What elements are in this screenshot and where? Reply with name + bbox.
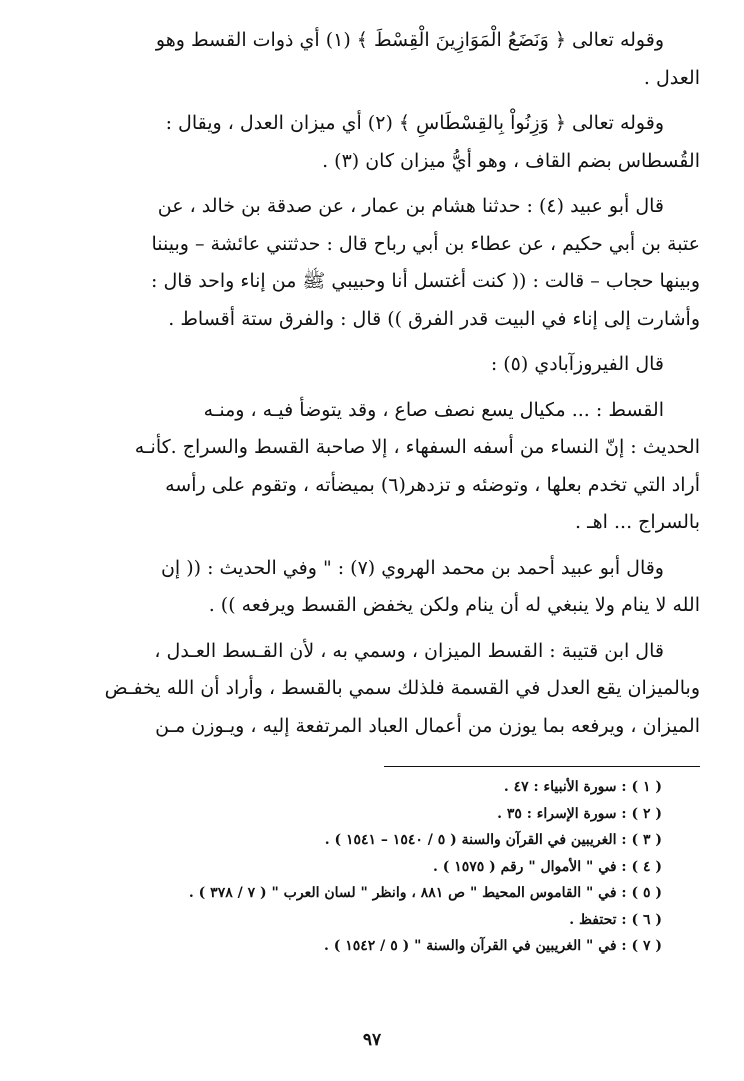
paragraph — [60, 633, 700, 746]
footnote: ( ٣ ) : الغريبين في القرآن والسنة ( ٥ / ١٥٤٠ – ١٥٤١ ) . — [324, 832, 662, 848]
footnote: ( ٧ ) : في " الغريبين في القرآن والسنة " ( ٥ / ١٥٤٢ ) . — [323, 938, 662, 954]
paragraph — [60, 22, 700, 97]
text-line: وأشارت إلى إناء في البيت قدر الفرق )) قال : والفرق ستة أقساط . — [168, 307, 700, 330]
text-line: الله لا ينام ولا ينبغي له أن ينام ولكن يخفض القسط ويرفعه )) . — [208, 594, 700, 616]
text-line: عتبة بن أبي حكيم ، عن عطاء بن أبي رباح قال : حدثتني عائشة – وبيننا — [151, 232, 700, 255]
text-line: أراد التي تخدم بعلها ، وتوضئه و تزدهر(٦) بميضأته ، وتقوم على رأسه — [165, 473, 700, 496]
paragraph — [60, 392, 700, 542]
text-line: قال أبو عبيد (٤) : حدثنا هشام بن عمار ، عن صدقة بن خالد ، عن — [157, 195, 664, 217]
page-number: ٩٧ — [362, 1030, 382, 1050]
text-line: القُسطاس بضم القاف ، وهو أيُّ ميزان كان (٣) . — [322, 149, 700, 172]
footnote: ( ٤ ) : في " الأموال " رقم ( ١٥٧٥ ) . — [432, 858, 662, 875]
footnote: ( ١ ) : سورة الأنبياء : ٤٧ . — [503, 779, 662, 795]
footnotes — [188, 774, 662, 960]
footnote: ( ٥ ) : في " القاموس المحيط " ص ٨٨١ ، وانظر " لسان العرب " ( ٧ / ٣٧٨ ) . — [188, 885, 662, 901]
text-line: وبالميزان يقع العدل في القسمة فلذلك سمي بالقسط ، وأراد أن الله يخفـض — [104, 677, 700, 699]
text-line: القسط : ... مكيال يسع نصف صاع ، وقد يتوضأ فيـه ، ومنـه — [203, 398, 664, 421]
text-line: وقال أبو عبيد أحمد بن محمد الهروي (٧) : " وفي الحديث : (( إن — [160, 556, 664, 579]
text-line: العدل . — [643, 66, 700, 89]
text-line: وقوله تعالى ﴿ وَزِنُواْ بِالقِسْطَاسِ ﴾ (٢) أي ميزان العدل ، ويقال : — [165, 112, 664, 134]
text-line: الحديث : إنّ النساء من أسفه السفهاء ، إلا صاحبة القسط والسراج .كأنـه — [134, 436, 700, 458]
paragraph — [60, 105, 700, 180]
paragraph — [60, 188, 700, 338]
main-text — [60, 22, 700, 753]
text-line: قال الفيروزآبادي (٥) : — [490, 353, 664, 375]
text-line: وقوله تعالى ﴿ وَنَضَعُ الْمَوَازِينَ الْقِسْطَ ﴾ (١) أي ذوات القسط وهو — [155, 29, 664, 51]
text-line: قال ابن قتيبة : القسط الميزان ، وسمي به ، لأن القـسط العـدل ، — [154, 639, 664, 662]
footnote: ( ٢ ) : سورة الإسراء : ٣٥ . — [497, 805, 662, 822]
text-line: الميزان ، ويرفعه بما يوزن من أعمال العباد المرتفعة إليه ، ويـوزن مـن — [155, 714, 700, 737]
footnote: ( ٦ ) : تحتفظ . — [569, 911, 662, 928]
text-line: وبينها حجاب – قالت : (( كنت أغتسل أنا وحبيبي ﷺ من إناء واحد قال : — [151, 270, 700, 292]
footnote-separator — [384, 766, 700, 767]
text-line: بالسراج ... اهـ . — [575, 511, 700, 533]
paragraph — [60, 346, 700, 384]
paragraph — [60, 550, 700, 625]
